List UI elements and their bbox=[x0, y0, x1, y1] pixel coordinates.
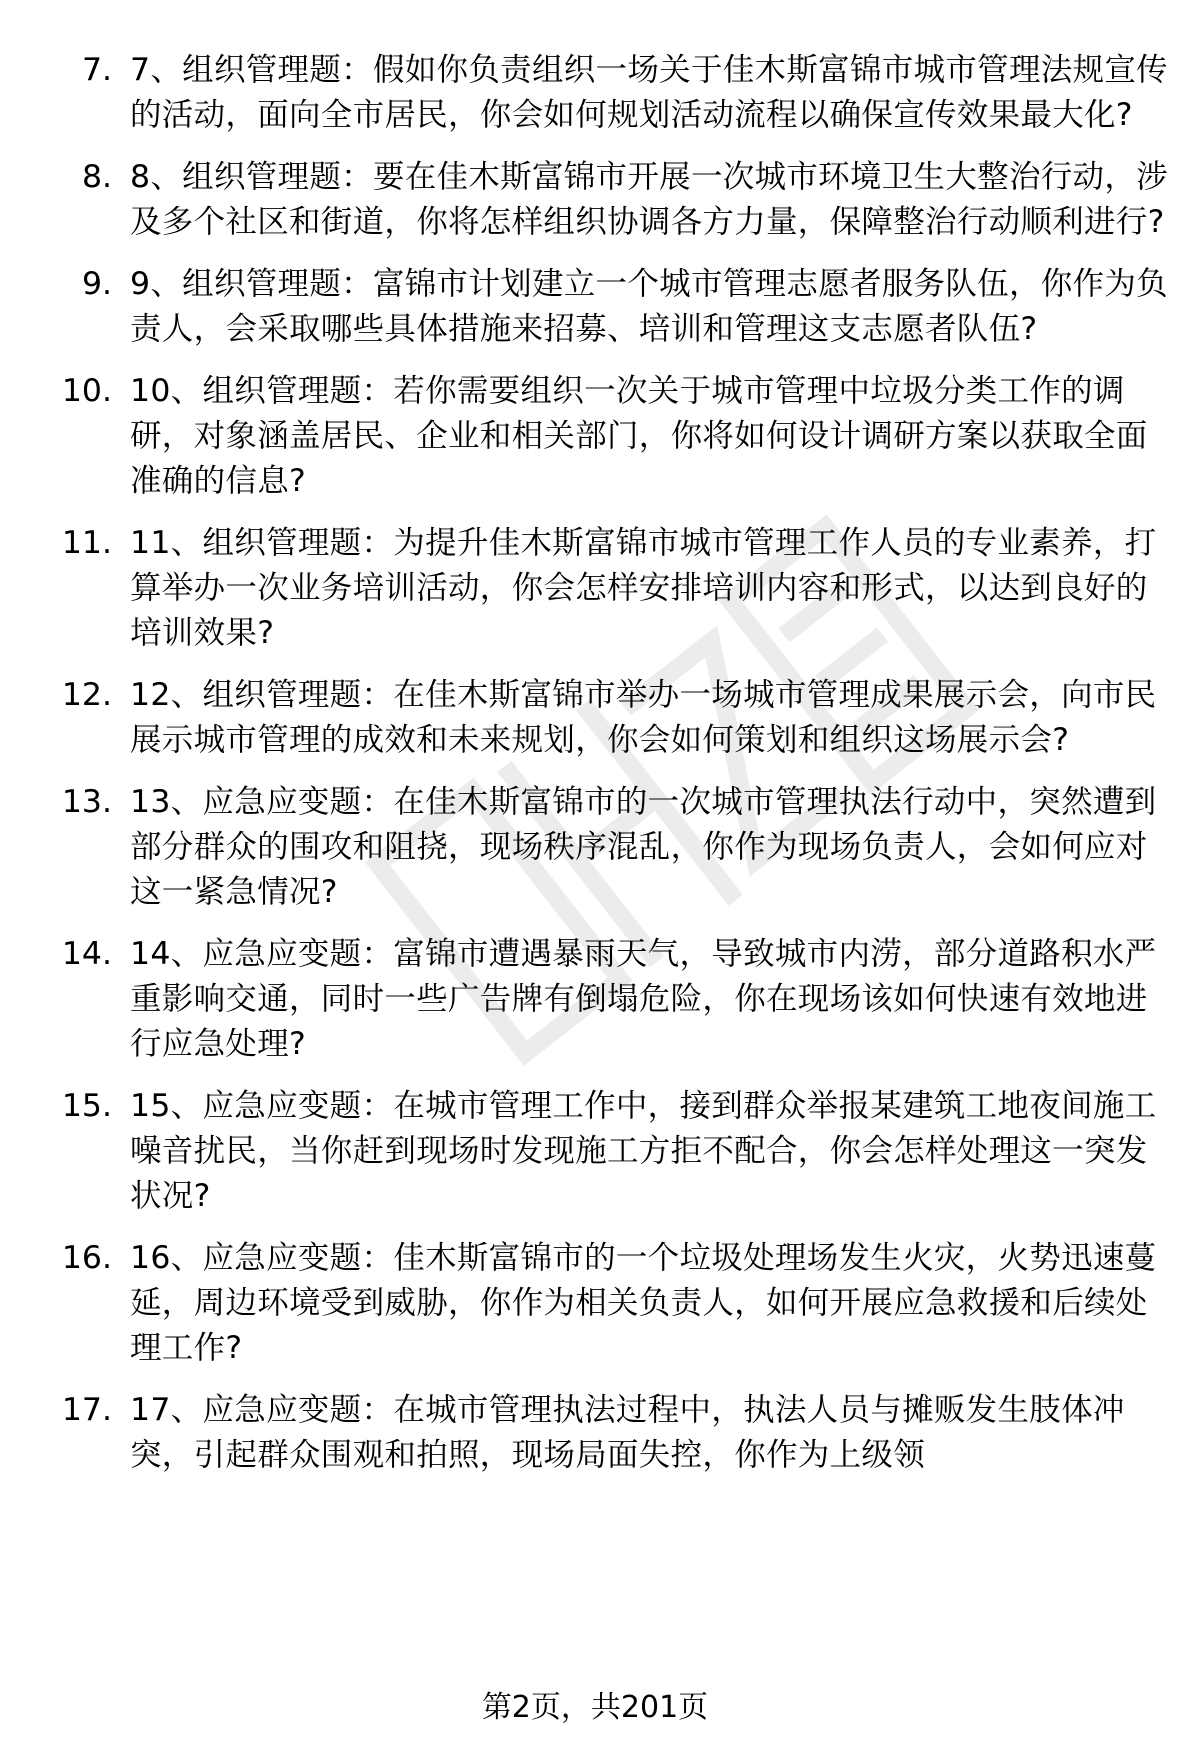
question-text: 15、应急应变题：在城市管理工作中，接到群众举报某建筑工地夜间施工噪音扰民，当你赶到现场时发现施工方拒不配合，你会怎样处理这一突发状况? bbox=[130, 1088, 1157, 1214]
list-item bbox=[0, 1236, 1190, 1371]
question-number: 16. bbox=[61, 1240, 112, 1276]
question-number: 15. bbox=[61, 1088, 112, 1124]
question-text: 13、应急应变题：在佳木斯富锦市的一次城市管理执法行动中，突然遭到部分群众的围攻和阻挠，现场秩序混乱，你作为现场负责人，会如何应对这一紧急情况? bbox=[130, 784, 1157, 910]
question-number: 13. bbox=[61, 784, 112, 820]
question-number: 17. bbox=[61, 1392, 112, 1428]
list-item bbox=[0, 262, 1190, 352]
list-item bbox=[0, 369, 1190, 504]
question-text: 11、组织管理题：为提升佳木斯富锦市城市管理工作人员的专业素养，打算举办一次业务培训活动，你会怎样安排培训内容和形式，以达到良好的培训效果? bbox=[130, 525, 1157, 651]
list-item bbox=[0, 521, 1190, 656]
question-number: 9. bbox=[81, 266, 112, 302]
question-text: 10、组织管理题：若你需要组织一次关于城市管理中垃圾分类工作的调研，对象涵盖居民、企业和相关部门，你将如何设计调研方案以获取全面准确的信息? bbox=[130, 373, 1148, 499]
list-item bbox=[0, 1084, 1190, 1219]
question-number: 11. bbox=[61, 525, 112, 561]
list-item bbox=[0, 780, 1190, 915]
question-text: 9、组织管理题：富锦市计划建立一个城市管理志愿者服务队伍，你作为负责人，会采取哪些具体措施来招募、培训和管理这支志愿者队伍? bbox=[130, 266, 1168, 347]
list-item bbox=[0, 1388, 1190, 1478]
question-text: 14、应急应变题：富锦市遭遇暴雨天气，导致城市内涝，部分道路积水严重影响交通，同时一些广告牌有倒塌危险，你在现场该如何快速有效地进行应急处理? bbox=[130, 936, 1157, 1062]
question-text: 7、组织管理题：假如你负责组织一场关于佳木斯富锦市城市管理法规宣传的活动，面向全市居民，你会如何规划活动流程以确保宣传效果最大化? bbox=[130, 52, 1168, 133]
page-number: 第2页，共201页 bbox=[481, 1690, 709, 1725]
question-text: 16、应急应变题：佳木斯富锦市的一个垃圾处理场发生火灾，火势迅速蔓延，周边环境受到威胁，你作为相关负责人，如何开展应急救援和后续处理工作? bbox=[130, 1240, 1157, 1366]
list-item bbox=[0, 673, 1190, 763]
question-number: 12. bbox=[61, 677, 112, 713]
question-text: 12、组织管理题：在佳木斯富锦市举办一场城市管理成果展示会，向市民展示城市管理的成效和未来规划，你会如何策划和组织这场展示会? bbox=[130, 677, 1157, 758]
question-number: 8. bbox=[81, 159, 112, 195]
question-number: 14. bbox=[61, 936, 112, 972]
question-number: 10. bbox=[61, 373, 112, 409]
list-item bbox=[0, 155, 1190, 245]
question-text: 8、组织管理题：要在佳木斯富锦市开展一次城市环境卫生大整治行动，涉及多个社区和街道，你将怎样组织协调各方力量，保障整治行动顺利进行? bbox=[130, 159, 1168, 240]
question-number: 7. bbox=[81, 52, 112, 88]
list-item bbox=[0, 932, 1190, 1067]
question-text: 17、应急应变题：在城市管理执法过程中，执法人员与摊贩发生肢体冲突，引起群众围观和拍照，现场局面失控，你作为上级领 bbox=[130, 1392, 1125, 1473]
question-list bbox=[0, 48, 1190, 1495]
list-item bbox=[0, 48, 1190, 138]
